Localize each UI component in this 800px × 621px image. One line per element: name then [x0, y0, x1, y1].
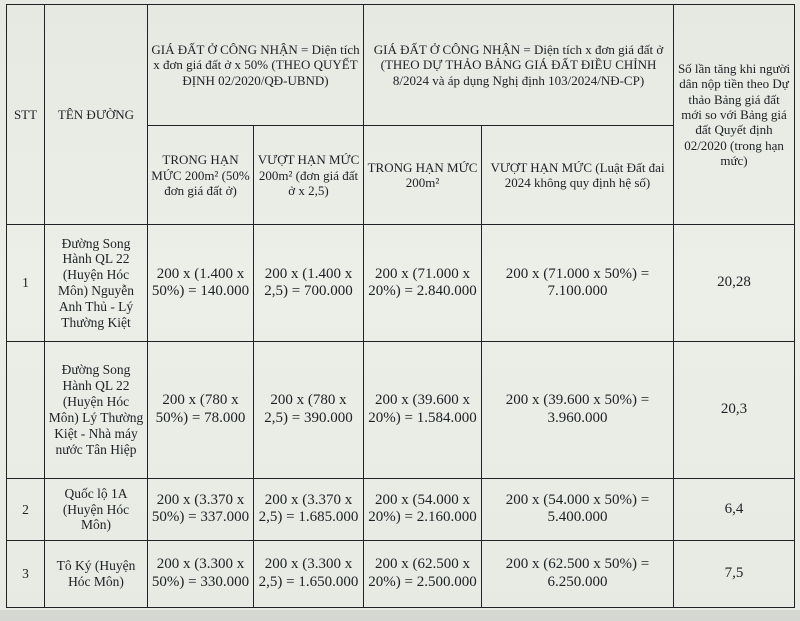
- row-2020-within: 200 x (3.300 x 50%) = 330.000: [148, 541, 254, 608]
- row-road-name: Quốc lộ 1A (Huyện Hóc Môn): [45, 478, 148, 541]
- row-2024-over: 200 x (39.600 x 50%) = 3.960.000: [482, 342, 674, 478]
- row-2020-within: 200 x (3.370 x 50%) = 337.000: [148, 478, 254, 541]
- row-2020-over: 200 x (780 x 2,5) = 390.000: [254, 342, 364, 478]
- header-2024-within-limit: TRONG HẠN MỨC 200m²: [364, 126, 482, 225]
- header-price-2024: GIÁ ĐẤT Ở CÔNG NHẬN = Diện tích x đơn giá đất ở (THEO DỰ THẢO BẢNG GIÁ ĐẤT ĐIỀU CHỈNH 8/2024 và áp dụng Nghị định 103/2024/NĐ-CP): [364, 5, 674, 126]
- row-2024-within: 200 x (54.000 x 20%) = 2.160.000: [364, 478, 482, 541]
- table-row: [7, 478, 795, 541]
- row-2020-over: 200 x (3.300 x 2,5) = 1.650.000: [254, 541, 364, 608]
- land-price-table: [6, 4, 795, 608]
- header-2024-over-limit: VƯỢT HẠN MỨC (Luật Đất đai 2024 không quy định hệ số): [482, 126, 674, 225]
- header-road-name: TÊN ĐƯỜNG: [45, 5, 148, 225]
- row-stt: 3: [7, 541, 45, 608]
- row-stt: [7, 342, 45, 478]
- row-road-name: Đường Song Hành QL 22 (Huyện Hóc Môn) Lý Thường Kiệt - Nhà máy nước Tân Hiệp: [45, 342, 148, 478]
- header-stt: STT: [7, 5, 45, 225]
- header-2020-over-limit: VƯỢT HẠN MỨC 200m² (đơn giá đất ở x 2,5): [254, 126, 364, 225]
- row-stt: 2: [7, 478, 45, 541]
- row-increase-ratio: 7,5: [674, 541, 795, 608]
- table-row: [7, 342, 795, 478]
- row-2020-within: 200 x (780 x 50%) = 78.000: [148, 342, 254, 478]
- row-2024-within: 200 x (62.500 x 20%) = 2.500.000: [364, 541, 482, 608]
- row-increase-ratio: 20,3: [674, 342, 795, 478]
- table-row: [7, 541, 795, 608]
- table-row: [7, 225, 795, 342]
- row-increase-ratio: 6,4: [674, 478, 795, 541]
- header-price-2020: GIÁ ĐẤT Ở CÔNG NHẬN = Diện tích x đơn giá đất ở x 50% (THEO QUYẾT ĐỊNH 02/2020/QĐ-UBND): [148, 5, 364, 126]
- row-2020-over: 200 x (1.400 x 2,5) = 700.000: [254, 225, 364, 342]
- page-bottom-edge: [0, 610, 800, 621]
- header-2020-within-limit: TRONG HẠN MỨC 200m² (50% đơn giá đất ở): [148, 126, 254, 225]
- row-2024-over: 200 x (54.000 x 50%) = 5.400.000: [482, 478, 674, 541]
- header-increase-ratio: Số lần tăng khi người dân nộp tiền theo Dự thảo Bảng giá đất mới so với Bảng giá đất Quyết định 02/2020 (trong hạn mức): [674, 5, 795, 225]
- row-2024-within: 200 x (39.600 x 20%) = 1.584.000: [364, 342, 482, 478]
- header-row-1: [7, 5, 795, 126]
- row-road-name: Tô Ký (Huyện Hóc Môn): [45, 541, 148, 608]
- row-2024-within: 200 x (71.000 x 20%) = 2.840.000: [364, 225, 482, 342]
- row-stt: 1: [7, 225, 45, 342]
- row-2020-within: 200 x (1.400 x 50%) = 140.000: [148, 225, 254, 342]
- row-2020-over: 200 x (3.370 x 2,5) = 1.685.000: [254, 478, 364, 541]
- row-road-name: Đường Song Hành QL 22 (Huyện Hóc Môn) Nguyễn Anh Thủ - Lý Thường Kiệt: [45, 225, 148, 342]
- row-increase-ratio: 20,28: [674, 225, 795, 342]
- row-2024-over: 200 x (71.000 x 50%) = 7.100.000: [482, 225, 674, 342]
- row-2024-over: 200 x (62.500 x 50%) = 6.250.000: [482, 541, 674, 608]
